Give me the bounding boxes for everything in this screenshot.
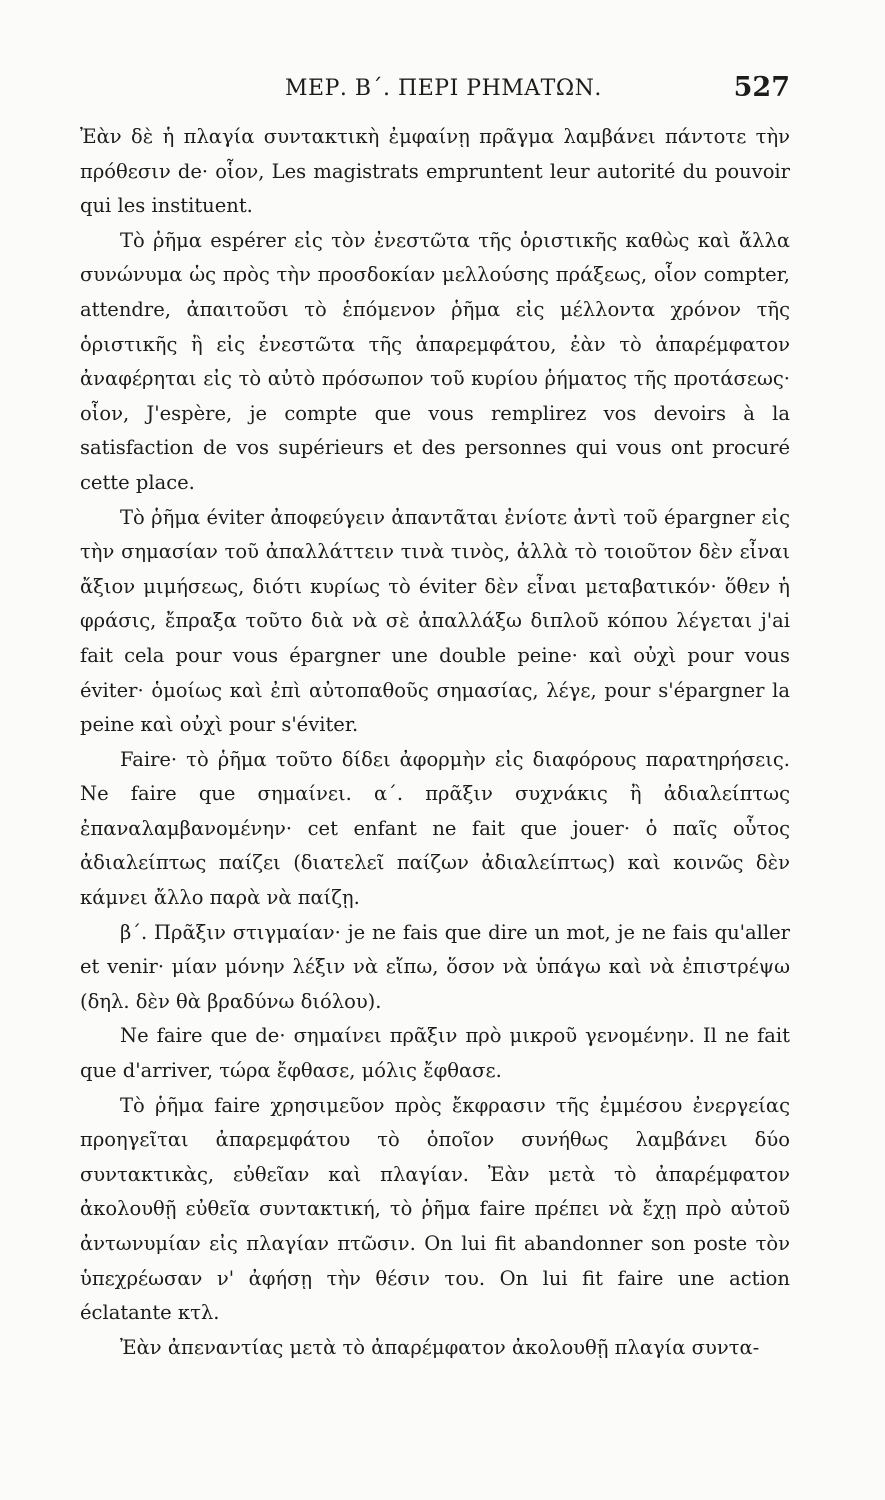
paragraph: Τὸ ῥῆμα espérer εἰς τὸν ἐνεστῶτα τῆς ὁριστικῆς καθὼς καὶ ἄλλα συνώνυμα ὡς πρὸς τὴν προσδοκίαν μελλούσης πράξεως, οἷον compter, attendre, ἀπαιτοῦσι τὸ ἑπόμενον ῥῆμα εἰς μέλλοντα χρόνον τῆς ὁριστικῆς ἢ εἰς ἐνεστῶτα τῆς ἀπαρεμφάτου, ἐὰν τὸ ἀπαρέμφατον ἀναφέρηται εἰς τὸ αὐτὸ πρόσωπον τοῦ κυρίου ῥήματος τῆς προτάσεως· οἷον, J'espère, je compte que vous remplirez vos devoirs à la satisfaction de vos supérieurs et des personnes qui vous ont procuré cette place. — [80, 228, 790, 494]
page-header — [80, 70, 790, 110]
paragraph: Τὸ ῥῆμα faire χρησιμεῦον πρὸς ἔκφρασιν τῆς ἐμμέσου ἐνεργείας προηγεῖται ἀπαρεμφάτου τὸ ὁποῖον συνήθως λαμβάνει δύο συντακτικὰς, εὐθεῖαν καὶ πλαγίαν. Ἐὰν μετὰ τὸ ἀπαρέμφατον ἀκολουθῇ εὐθεῖα συντακτική, τὸ ῥῆμα faire πρέπει νὰ ἔχῃ πρὸ αὐτοῦ ἀντωνυμίαν εἰς πλαγίαν πτῶσιν. On lui fit abandonner son poste τὸν ὑπεχρέωσαν ν' ἀφήσῃ τὴν θέσιν του. On lui fit faire une action éclatante κτλ. — [80, 1093, 790, 1325]
running-title: ΜΕΡ. Β΄. ΠΕΡΙ ΡΗΜΑΤΩΝ. — [285, 76, 602, 101]
paragraph: Ne faire que de· σημαίνει πρᾶξιν πρὸ μικροῦ γενομένην. Il ne fait que d'arriver, τώρα ἔφθασε, μόλις ἔφθασε. — [80, 1024, 790, 1083]
paragraph: β΄. Πρᾶξιν στιγμαίαν· je ne fais que dire un mot, je ne fais qu'aller et venir· μίαν μόνην λέξιν νὰ εἴπω, ὅσον νὰ ὑπάγω καὶ νὰ ἐπιστρέψω (δηλ. δὲν θὰ βραδύνω διόλου). — [80, 920, 790, 1013]
paragraph: Faire· τὸ ῥῆμα τοῦτο δίδει ἀφορμὴν εἰς διαφόρους παρατηρήσεις. Ne faire que σημαίνει. α΄. πρᾶξιν συχνάκις ἢ ἀδιαλείπτως ἐπαναλαμβανομένην· cet enfant ne fait que jouer· ὁ παῖς οὗτος ἀδιαλείπτως παίζει (διατελεῖ παίζων ἀδιαλείπτως) καὶ κοινῶς δὲν κάμνει ἄλλο παρὰ νὰ παίζῃ. — [80, 747, 790, 910]
paragraph: Τὸ ῥῆμα éviter ἀποφεύγειν ἀπαντᾶται ἐνίοτε ἀντὶ τοῦ épargner εἰς τὴν σημασίαν τοῦ ἀπαλλάττειν τινὰ τινὸς, ἀλλὰ τὸ τοιοῦτον δὲν εἶναι ἄξιον μιμήσεως, διότι κυρίως τὸ éviter δὲν εἶναι μεταβατικόν· ὅθεν ἡ φράσις, ἔπραξα τοῦτο διὰ νὰ σὲ ἀπαλλάξω διπλοῦ κόπου λέγεται j'ai fait cela pour vous épargner une double peine· καὶ οὐχὶ pour vous éviter· ὁμοίως καὶ ἐπὶ αὐτοπαθοῦς σημασίας, λέγε, pour s'épargner la peine καὶ οὐχὶ pour s'éviter. — [80, 505, 790, 737]
paragraph: Ἐὰν δὲ ἡ πλαγία συντακτικὴ ἐμφαίνῃ πρᾶγμα λαμβάνει πάντοτε τὴν πρόθεσιν de· οἷον, Les magistrats empruntent leur autorité du pouvoir qui les instituent. — [80, 125, 790, 218]
page-body — [80, 120, 790, 1365]
paragraph: Ἐὰν ἀπεναντίας μετὰ τὸ ἀπαρέμφατον ἀκολουθῇ πλαγία συντα- — [120, 1335, 760, 1359]
page-number: 527 — [733, 72, 790, 103]
